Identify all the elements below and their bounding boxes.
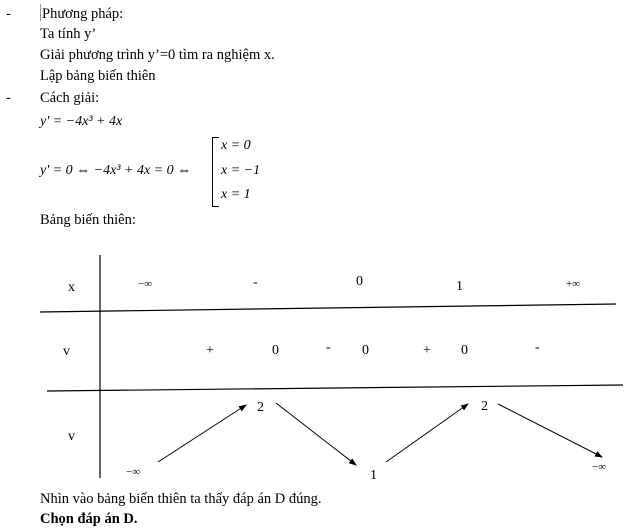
arrow-down-2 [498,404,602,457]
sign-minus-1: - [326,340,331,355]
sign-minus-2: - [535,340,540,355]
solution-bullet: - [6,90,11,106]
method-step-1: Ta tính y’ [40,26,97,42]
x-value-neg-inf: −∞ [138,278,153,290]
arrow-up-1 [158,405,246,462]
x-value-zero: 0 [356,274,363,289]
root-3: x = 1 [221,187,251,202]
sign-zero-3: 0 [461,343,468,358]
row-label-x: x [68,280,75,295]
arrow-up-2 [386,404,468,462]
sign-zero-2: 0 [362,343,369,358]
y-value-max-2: 2 [481,399,488,414]
table-row-divider-1 [40,304,616,312]
row-label-sign: v [63,344,70,359]
x-value-one: 1 [456,279,463,294]
row-label-y: v [68,429,75,444]
x-value-pos-inf: +∞ [566,278,581,290]
method-step-3: Lập bảng biến thiên [40,68,156,84]
y-value-neg-inf-left: −∞ [126,466,141,478]
root-2: x = −1 [221,163,261,178]
answer-text: Chọn đáp án D. [40,511,138,527]
y-value-neg-inf-right: −∞ [592,461,607,473]
derivative-formula: y' = −4x³ + 4x [40,114,123,129]
sign-zero-1: 0 [272,343,279,358]
solution-heading: Cách giải: [40,90,100,106]
table-row-divider-2 [47,385,623,391]
y-value-max-1: 2 [257,400,264,415]
conclusion-text: Nhìn vào bảng biến thiên ta thấy đáp án D đúng. [40,491,322,507]
table-title: Bảng biến thiên: [40,212,136,228]
sign-plus-2: + [423,343,431,358]
root-1: x = 0 [221,138,251,153]
sign-plus-1: + [206,343,214,358]
method-heading: Phương pháp: [42,6,124,22]
derivative-equation: y' = 0 ⇔ −4x³ + 4x = 0 ⇔ [40,163,192,178]
x-value-dash: - [253,275,258,290]
y-value-min: 1 [370,468,377,483]
method-bullet: - [6,6,11,22]
method-step-2: Giải phương trình y’=0 tìm ra nghiệm x. [40,47,275,63]
arrow-down-1 [276,403,356,465]
